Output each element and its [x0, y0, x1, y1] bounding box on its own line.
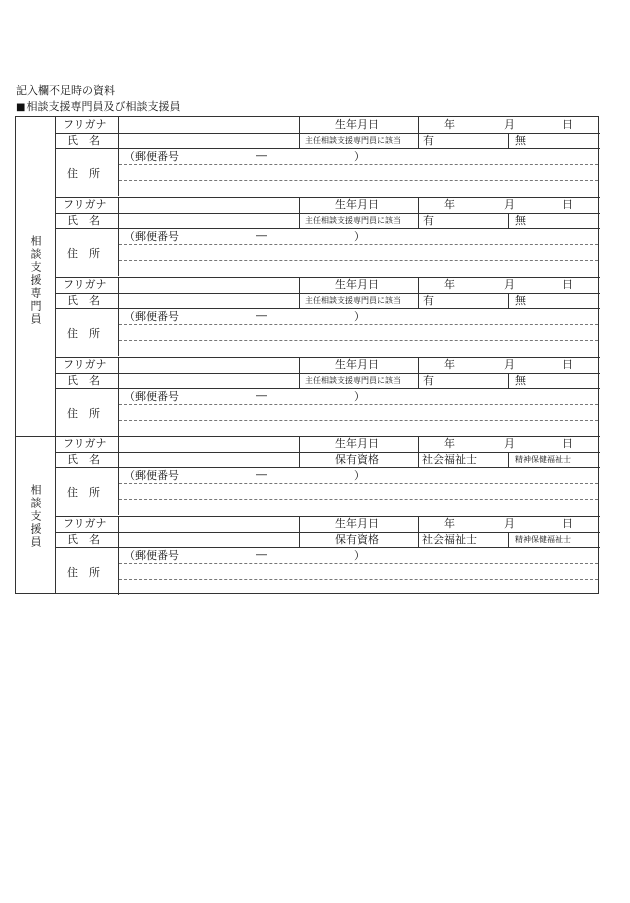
col-line	[508, 133, 509, 148]
furigana-label: フリガナ	[63, 517, 107, 530]
category-specialist-label: 相談支援専門員	[29, 235, 42, 326]
chief-yes-option[interactable]: 有	[423, 134, 434, 147]
postal-code-dash: ―	[256, 548, 267, 561]
postal-code-open: （郵便番号	[124, 150, 179, 163]
license-label: 保有資格	[335, 533, 379, 546]
day-label: 日	[562, 517, 573, 530]
address-field[interactable]	[119, 165, 598, 193]
postal-code-close: ）	[354, 230, 365, 243]
postal-code-open: （郵便番号	[124, 390, 179, 403]
day-label: 日	[562, 437, 573, 450]
name-field[interactable]	[119, 533, 298, 546]
address-label: 住 所	[67, 566, 100, 579]
col-line	[418, 277, 419, 308]
col-line	[418, 436, 419, 467]
chief-specialist-label: 主任相談支援専門員に該当	[305, 216, 401, 225]
day-label: 日	[562, 358, 573, 371]
furigana-label: フリガナ	[63, 437, 107, 450]
row-line	[55, 228, 600, 229]
postal-code-close: ）	[354, 310, 365, 323]
name-field[interactable]	[119, 374, 298, 387]
birthdate-label: 生年月日	[335, 198, 379, 211]
col-line	[418, 117, 419, 148]
row-line	[55, 148, 600, 149]
address-label: 住 所	[67, 327, 100, 340]
row-line	[55, 467, 600, 468]
address-label: 住 所	[67, 167, 100, 180]
month-label: 月	[504, 517, 515, 530]
chief-no-option[interactable]: 無	[515, 294, 526, 307]
name-label: 氏 名	[67, 214, 100, 227]
furigana-field[interactable]	[119, 437, 298, 451]
furigana-field[interactable]	[119, 198, 298, 212]
name-field[interactable]	[119, 134, 298, 147]
section-heading-text: 相談支援専門員及び相談支援員	[26, 100, 181, 113]
birthdate-label: 生年月日	[335, 437, 379, 450]
name-label: 氏 名	[67, 533, 100, 546]
chief-specialist-label: 主任相談支援専門員に該当	[305, 296, 401, 305]
chief-no-option[interactable]: 無	[515, 214, 526, 227]
col-line	[418, 357, 419, 388]
col-line	[508, 213, 509, 228]
month-label: 月	[504, 198, 515, 211]
category-divider	[55, 117, 56, 593]
col-line	[299, 516, 300, 547]
furigana-field[interactable]	[119, 517, 298, 531]
social-worker-option[interactable]: 社会福祉士	[422, 453, 477, 466]
col-line	[299, 277, 300, 308]
name-label: 氏 名	[67, 374, 100, 387]
col-line	[508, 293, 509, 308]
row-line	[55, 547, 600, 548]
postal-code-close: ）	[354, 549, 365, 562]
col-line	[299, 357, 300, 388]
address-field[interactable]	[119, 564, 598, 592]
name-field[interactable]	[119, 453, 298, 466]
address-label: 住 所	[67, 247, 100, 260]
social-worker-option[interactable]: 社会福祉士	[422, 533, 477, 546]
square-bullet-icon: ■	[16, 102, 26, 113]
postal-code-dash: ―	[256, 149, 267, 162]
row-line	[55, 388, 600, 389]
year-label: 年	[444, 358, 455, 371]
col-line	[418, 197, 419, 228]
postal-code-dash: ―	[256, 468, 267, 481]
day-label: 日	[562, 118, 573, 131]
col-line	[299, 197, 300, 228]
name-field[interactable]	[119, 294, 298, 307]
postal-code-open: （郵便番号	[124, 310, 179, 323]
day-label: 日	[562, 198, 573, 211]
furigana-label: フリガナ	[63, 118, 107, 131]
name-field[interactable]	[119, 214, 298, 227]
chief-no-option[interactable]: 無	[515, 134, 526, 147]
license-label: 保有資格	[335, 453, 379, 466]
address-field[interactable]	[119, 325, 598, 353]
postal-code-open: （郵便番号	[124, 230, 179, 243]
month-label: 月	[504, 358, 515, 371]
chief-specialist-label: 主任相談支援専門員に該当	[305, 136, 401, 145]
name-label: 氏 名	[67, 134, 100, 147]
name-label: 氏 名	[67, 294, 100, 307]
postal-code-open: （郵便番号	[124, 549, 179, 562]
col-line	[508, 452, 509, 467]
year-label: 年	[444, 437, 455, 450]
postal-code-dash: ―	[256, 389, 267, 402]
chief-yes-option[interactable]: 有	[423, 294, 434, 307]
furigana-field[interactable]	[119, 358, 298, 372]
chief-specialist-label: 主任相談支援専門員に該当	[305, 376, 401, 385]
row-line	[55, 308, 600, 309]
birthdate-label: 生年月日	[335, 517, 379, 530]
col-line	[299, 436, 300, 467]
postal-code-dash: ―	[256, 229, 267, 242]
postal-code-open: （郵便番号	[124, 469, 179, 482]
address-field[interactable]	[119, 405, 598, 433]
chief-yes-option[interactable]: 有	[423, 374, 434, 387]
chief-no-option[interactable]: 無	[515, 374, 526, 387]
staff-form-table	[15, 116, 599, 594]
col-line	[299, 117, 300, 148]
month-label: 月	[504, 278, 515, 291]
furigana-label: フリガナ	[63, 358, 107, 371]
chief-yes-option[interactable]: 有	[423, 214, 434, 227]
address-field[interactable]	[119, 484, 598, 512]
name-label: 氏 名	[67, 453, 100, 466]
furigana-label: フリガナ	[63, 278, 107, 291]
address-label: 住 所	[67, 407, 100, 420]
year-label: 年	[444, 517, 455, 530]
year-label: 年	[444, 278, 455, 291]
month-label: 月	[504, 437, 515, 450]
col-line	[508, 373, 509, 388]
birthdate-label: 生年月日	[335, 118, 379, 131]
day-label: 日	[562, 278, 573, 291]
mental-health-worker-option[interactable]: 精神保健福祉士	[515, 535, 571, 544]
postal-code-close: ）	[354, 150, 365, 163]
birthdate-label: 生年月日	[335, 358, 379, 371]
month-label: 月	[504, 118, 515, 131]
page-title: 記入欄不足時の資料	[16, 84, 115, 97]
col-line	[508, 532, 509, 547]
furigana-label: フリガナ	[63, 198, 107, 211]
postal-code-close: ）	[354, 469, 365, 482]
category-supporter-label: 相談支援員	[29, 484, 42, 549]
col-line	[418, 516, 419, 547]
section-heading	[16, 98, 180, 114]
year-label: 年	[444, 118, 455, 131]
postal-code-close: ）	[354, 390, 365, 403]
address-field[interactable]	[119, 245, 598, 273]
furigana-field[interactable]	[119, 118, 298, 132]
year-label: 年	[444, 198, 455, 211]
mental-health-worker-option[interactable]: 精神保健福祉士	[515, 455, 571, 464]
furigana-field[interactable]	[119, 278, 298, 292]
postal-code-dash: ―	[256, 309, 267, 322]
address-label: 住 所	[67, 486, 100, 499]
birthdate-label: 生年月日	[335, 278, 379, 291]
